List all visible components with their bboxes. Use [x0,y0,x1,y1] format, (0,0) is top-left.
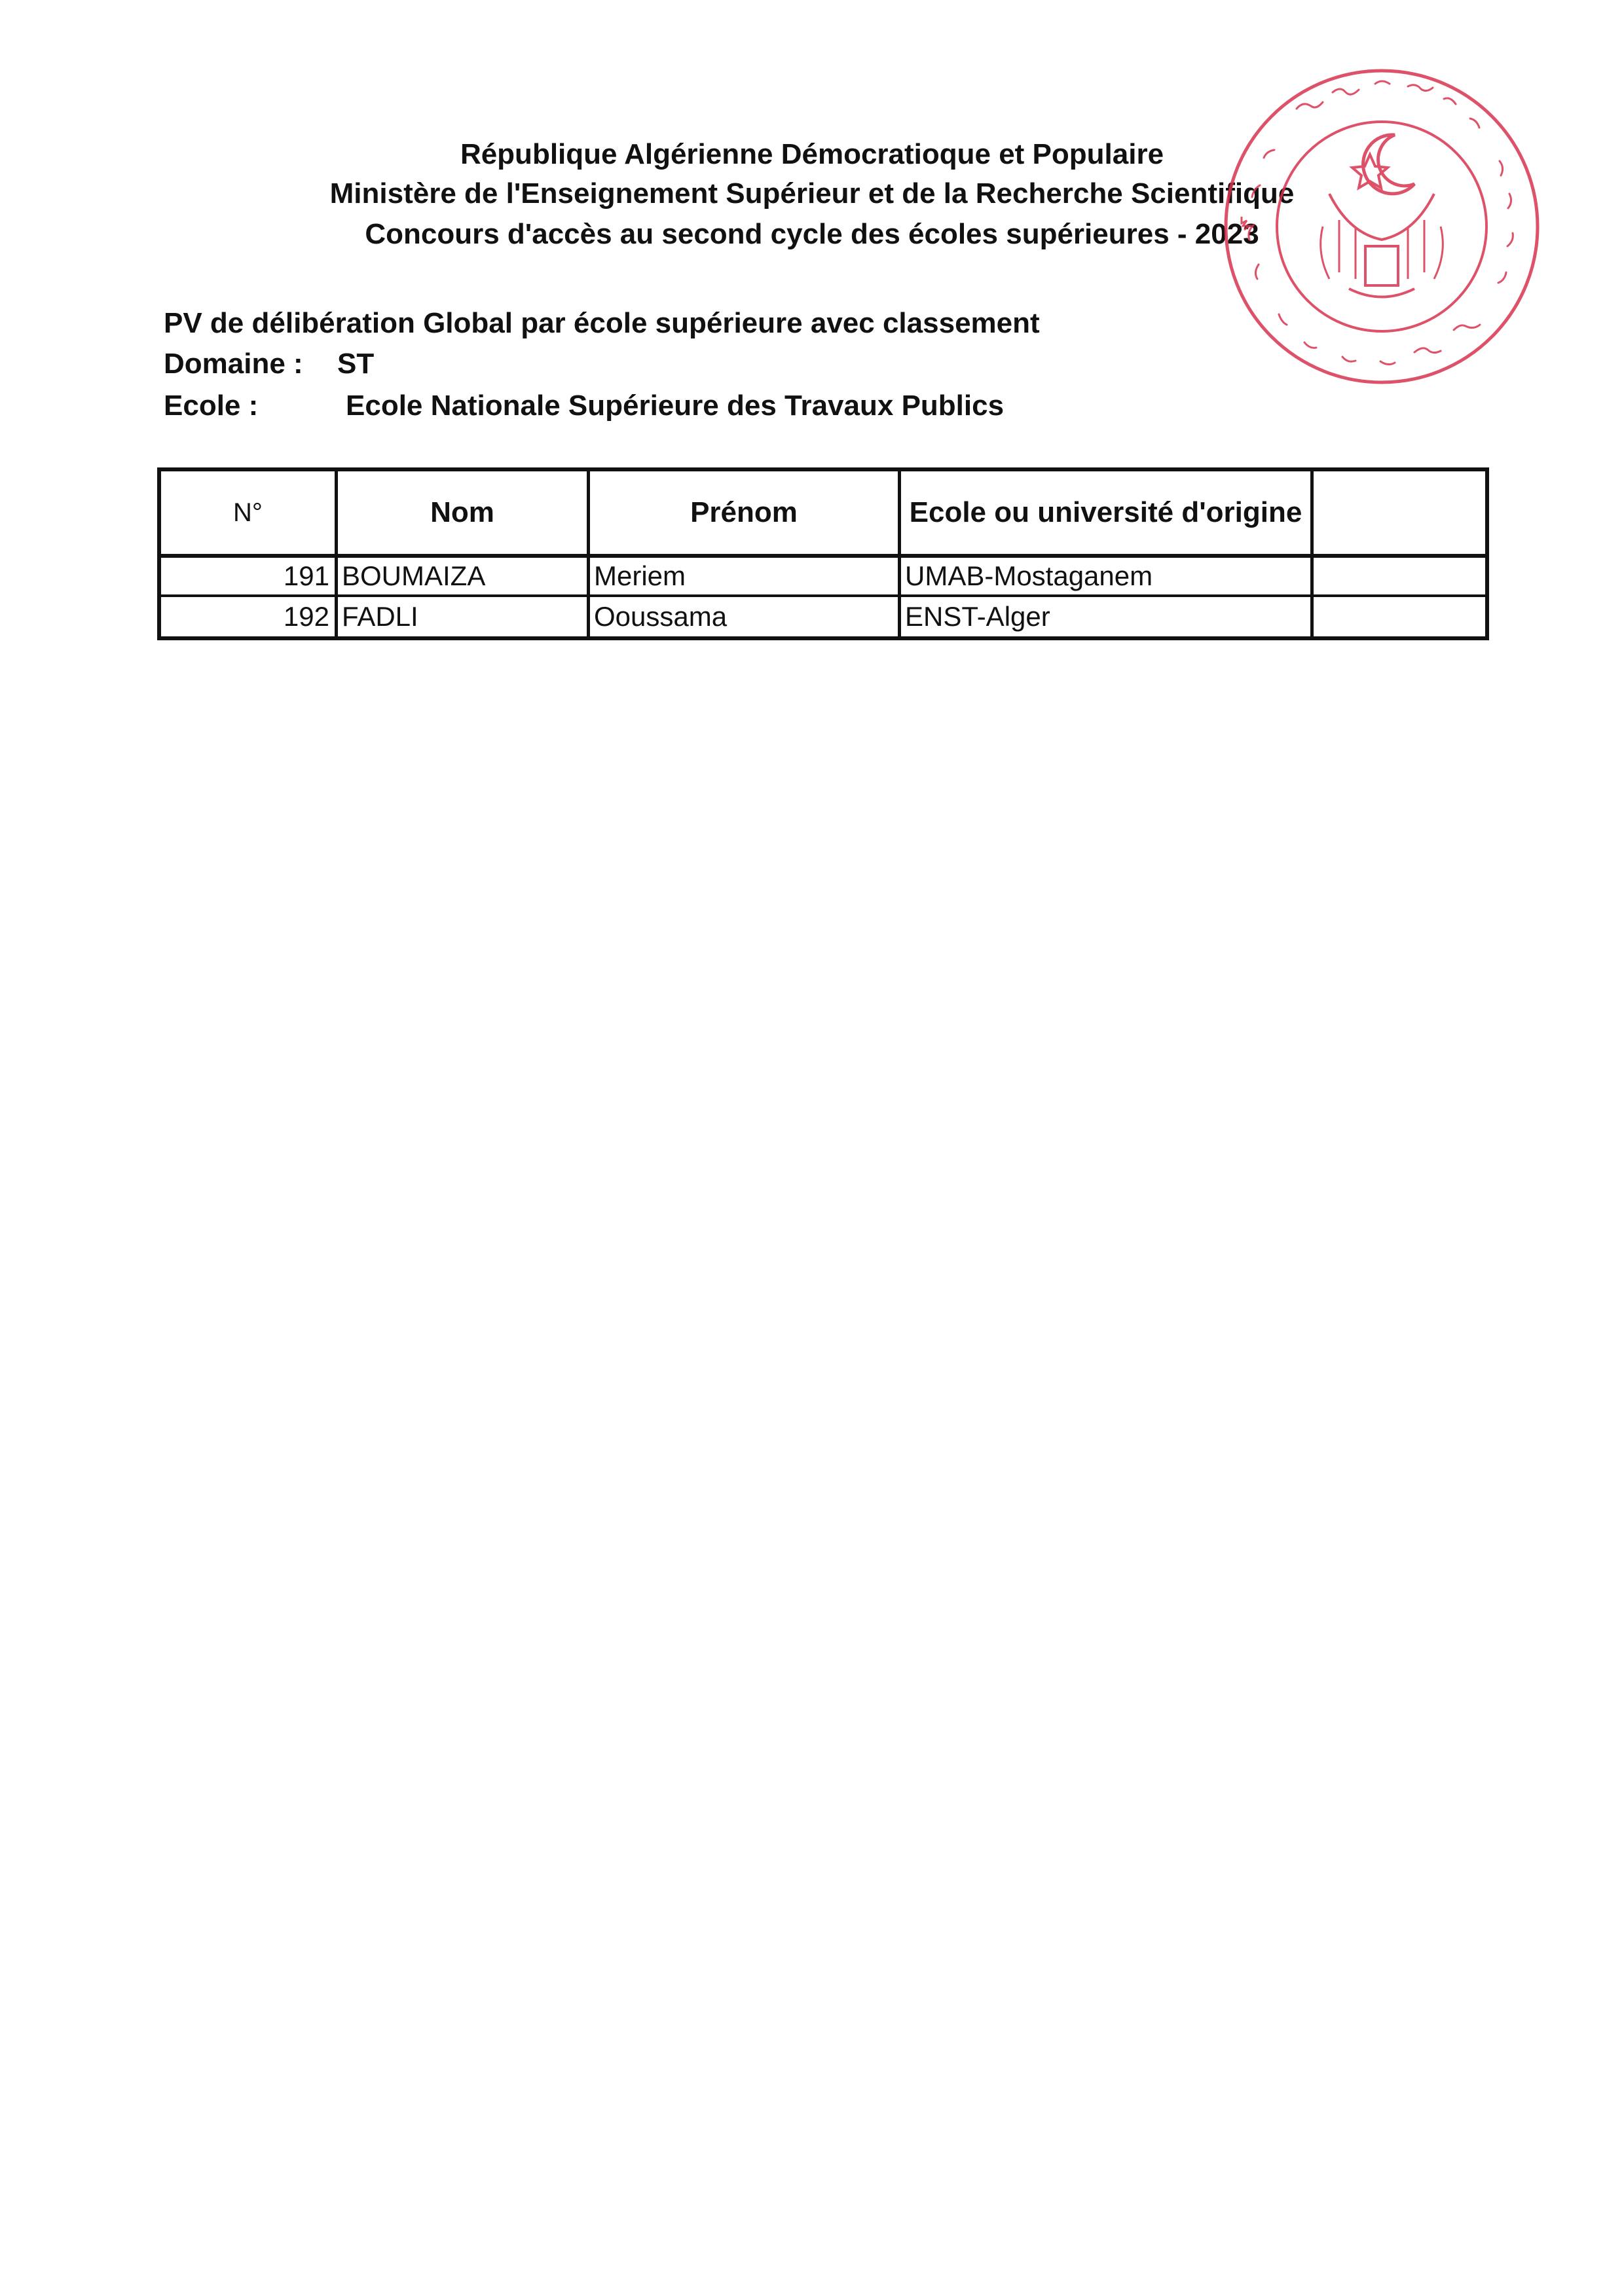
pv-title: PV de délibération Global par école supérieure avec classement [164,307,1040,339]
header-concours: Concours d'accès au second cycle des écoles supérieures - 2023 [365,218,1259,250]
cell-origine: ENST-Alger [901,597,1314,636]
table-row [161,558,1485,597]
ecole-value: Ecole Nationale Supérieure des Travaux Publics [346,390,1005,422]
column-header-number: N° [161,471,338,554]
column-header-nom: Nom [338,471,590,554]
cell-origine: UMAB-Mostaganem [901,558,1314,594]
column-header-empty [1314,471,1485,554]
header-republic: République Algérienne Démocratioque et Populaire [460,138,1164,170]
table-header-row [161,471,1485,558]
cell-nom: BOUMAIZA [338,558,590,594]
cell-empty [1314,558,1485,594]
domaine-value: ST [337,348,375,380]
cell-prenom: Ooussama [590,597,901,636]
ecole-row [164,388,1004,424]
column-header-origine: Ecole ou université d'origine [901,471,1314,554]
column-header-prenom: Prénom [590,471,901,554]
table-row [161,597,1485,636]
header-ministry: Ministère de l'Enseignement Supérieur et de la Recherche Scientifique [329,177,1295,210]
cell-empty [1314,597,1485,636]
domaine-row [164,346,374,382]
cell-number: 192 [161,597,338,636]
domaine-label: Domaine : [164,348,303,380]
ecole-label: Ecole : [164,390,259,422]
results-table [157,467,1489,640]
cell-nom: FADLI [338,597,590,636]
official-seal-icon [1218,63,1545,390]
cell-prenom: Meriem [590,558,901,594]
cell-number: 191 [161,558,338,594]
